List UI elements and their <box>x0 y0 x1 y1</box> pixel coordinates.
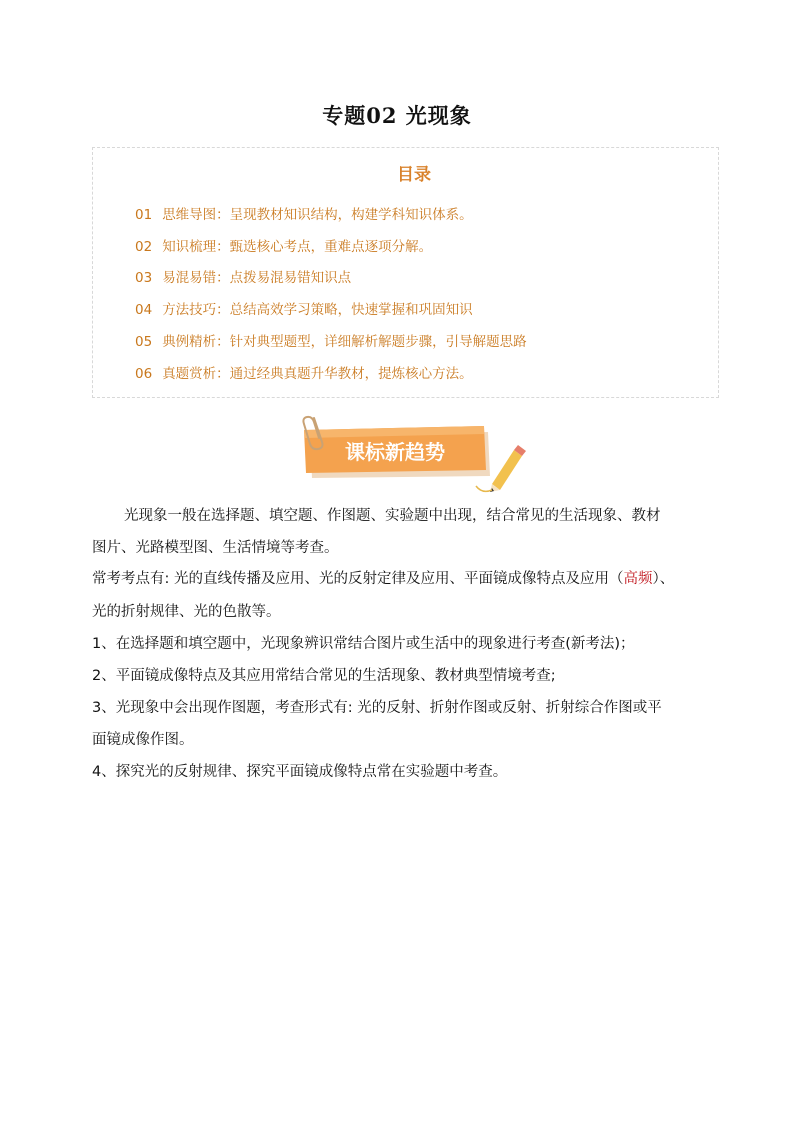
intro-paragraph-line: 光现象一般在选择题、填空题、作图题、实验题中出现，结合常见的生活现象、教材 <box>124 508 661 524</box>
toc-item-number: 04 <box>135 302 153 318</box>
key-points-line <box>92 567 674 588</box>
toc-item-text: 知识梳理：甄选核心考点，重难点逐项分解。 <box>162 239 433 255</box>
toc-heading: 目录 <box>397 165 431 185</box>
list-item: 面镜成像作图。 <box>92 732 194 748</box>
toc-item <box>135 266 351 286</box>
section-badge <box>296 412 526 494</box>
toc-item-number: 06 <box>135 366 153 382</box>
toc-item <box>135 362 473 382</box>
high-frequency-highlight: 高频 <box>623 571 653 587</box>
list-item: 4、探究光的反射规律、探究平面镜成像特点常在实验题中考查。 <box>92 764 508 780</box>
toc-item <box>135 298 473 318</box>
page-title: 专题02 光现象 <box>322 103 472 128</box>
badge-graphic <box>296 412 526 494</box>
toc-item-text: 真题赏析：通过经典真题升华教材，提炼核心方法。 <box>162 366 473 382</box>
toc-item-number: 05 <box>135 334 153 350</box>
toc-item-text: 方法技巧：总结高效学习策略，快速掌握和巩固知识 <box>162 302 473 318</box>
toc-item <box>135 330 527 350</box>
toc-item-number: 01 <box>135 207 153 223</box>
toc-item <box>135 203 473 223</box>
badge-label: 课标新趋势 <box>345 440 445 464</box>
list-item: 3、光现象中会出现作图题，考查形式有: 光的反射、折射作图或反射、折射综合作图或平 <box>92 700 662 716</box>
list-item: 2、平面镜成像特点及其应用常结合常见的生活现象、教材典型情境考查; <box>92 668 556 684</box>
toc-item-text: 典例精析：针对典型题型，详细解析解题步骤，引导解题思路 <box>162 334 527 350</box>
key-points-text: 常考考点有: 光的直线传播及应用、光的反射定律及应用、平面镜成像特点及应用（ <box>92 571 624 587</box>
key-points-text-end: ）、 <box>652 571 675 587</box>
toc-item-text: 思维导图：呈现教材知识结构，构建学科知识体系。 <box>162 207 473 223</box>
toc-item-number: 03 <box>135 270 153 286</box>
toc-item <box>135 235 432 255</box>
toc-item-text: 易混易错：点拨易混易错知识点 <box>162 270 352 286</box>
list-item: 1、在选择题和填空题中，光现象辨识常结合图片或生活中的现象进行考查(新考法)； <box>92 636 635 652</box>
intro-paragraph-line: 图片、光路模型图、生活情境等考查。 <box>92 540 339 556</box>
toc-item-number: 02 <box>135 239 153 255</box>
key-points-line: 光的折射规律、光的色散等。 <box>92 604 281 620</box>
